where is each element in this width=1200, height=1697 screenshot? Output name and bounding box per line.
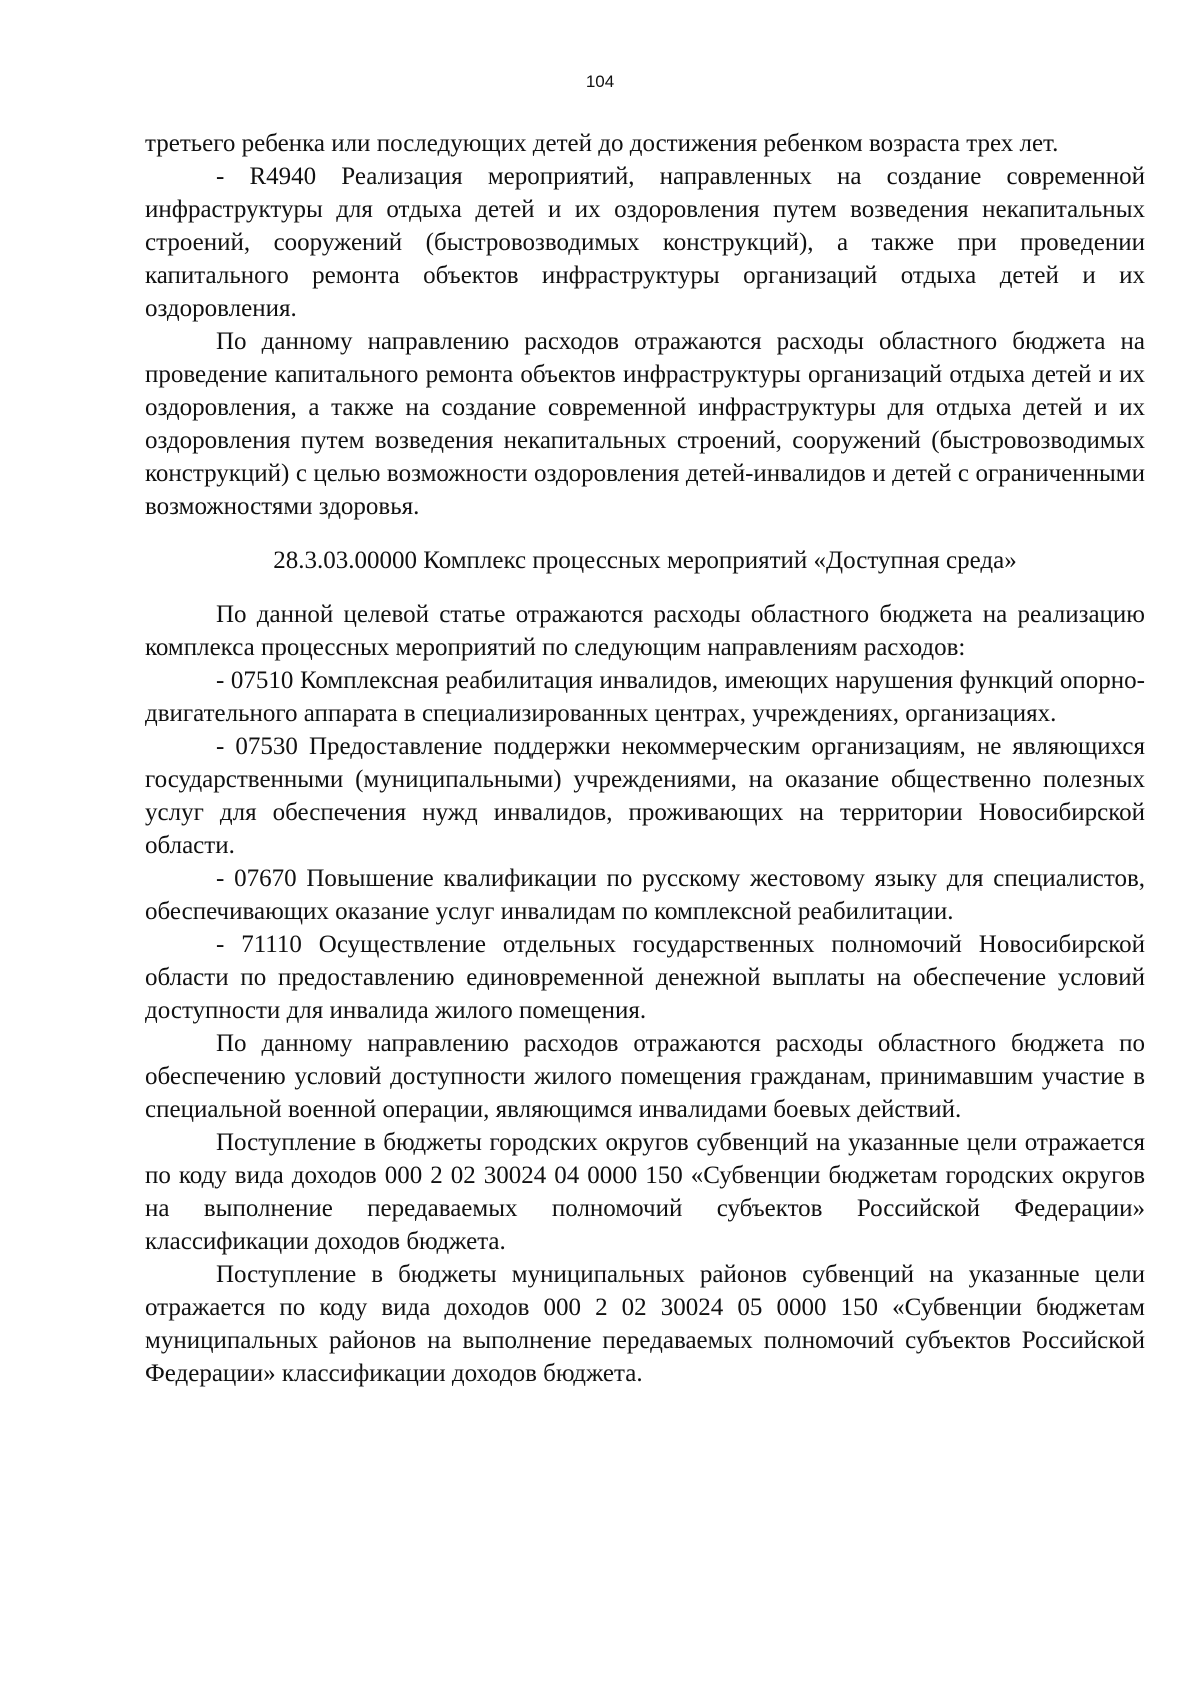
paragraph-r4940: - R4940 Реализация мероприятий, направленных на создание современной инфраструктуры для отдыха детей и их оздоровления путем возведения некапитальных строений, сооружений (быстровозводимых конструкций), а также при проведении капитального ремонта объектов инфраструктуры организаций отдыха детей и их оздоровления. — [145, 163, 1145, 322]
paragraph-urban-districts: Поступление в бюджеты городских округов субвенций на указанные цели отражается по коду вида доходов 000 2 02 30024 04 0000 150 «Субвенции бюджетам городских округов на выполнение передаваемых полномочий субъектов Российской Федерации» классификации доходов бюджета. — [145, 1129, 1145, 1255]
paragraph-municipal-districts: Поступление в бюджеты муниципальных районов субвенций на указанные цели отражается по коду вида доходов 000 2 02 30024 05 0000 150 «Субвенции бюджетам муниципальных районов на выполнение передаваемых полномочий субъектов Российской Федерации» классификации доходов бюджета. — [145, 1261, 1145, 1387]
paragraph-71110: - 71110 Осуществление отдельных государственных полномочий Новосибирской области по предоставлению единовременной денежной выплаты на обеспечение условий доступности для инвалида жилого помещения. — [145, 931, 1145, 1024]
paragraph-07530: - 07530 Предоставление поддержки некоммерческим организациям, не являющихся государственными (муниципальными) учреждениями, на оказание общественно полезных услуг для обеспечения нужд инвалидов, проживающих на территории Новосибирской области. — [145, 733, 1145, 859]
paragraph-07670: - 07670 Повышение квалификации по русскому жестовому языку для специалистов, обеспечивающих оказание услуг инвалидам по комплексной реабилитации. — [145, 865, 1145, 925]
page-number: 104 — [585, 72, 615, 91]
section-heading: 28.3.03.00000 Комплекс процессных мероприятий «Доступная среда» — [273, 547, 1017, 574]
paragraph-r4940-description: По данному направлению расходов отражаются расходы областного бюджета на проведение капитального ремонта объектов инфраструктуры организаций отдыха детей и их оздоровления, а также на создание современной инфраструктуры для отдыха детей и их оздоровления путем возведения некапитальных строений, сооружений (быстровозводимых конструкций) с целью возможности оздоровления детей-инвалидов и детей с ограниченными возможностями здоровья. — [145, 328, 1145, 520]
document-body — [145, 127, 1145, 1390]
paragraph-continuation: третьего ребенка или последующих детей до достижения ребенком возраста трех лет. — [145, 130, 1059, 157]
paragraph-07510: - 07510 Комплексная реабилитация инвалидов, имеющих нарушения функций опорно-двигательного аппарата в специализированных центрах, учреждениях, организациях. — [145, 667, 1145, 727]
paragraph-target-article: По данной целевой статье отражаются расходы областного бюджета на реализацию комплекса процессных мероприятий по следующим направлениям расходов: — [145, 601, 1145, 661]
paragraph-71110-description: По данному направлению расходов отражаются расходы областного бюджета по обеспечению условий доступности жилого помещения гражданам, принимавшим участие в специальной военной операции, являющимся инвалидами боевых действий. — [145, 1030, 1145, 1123]
